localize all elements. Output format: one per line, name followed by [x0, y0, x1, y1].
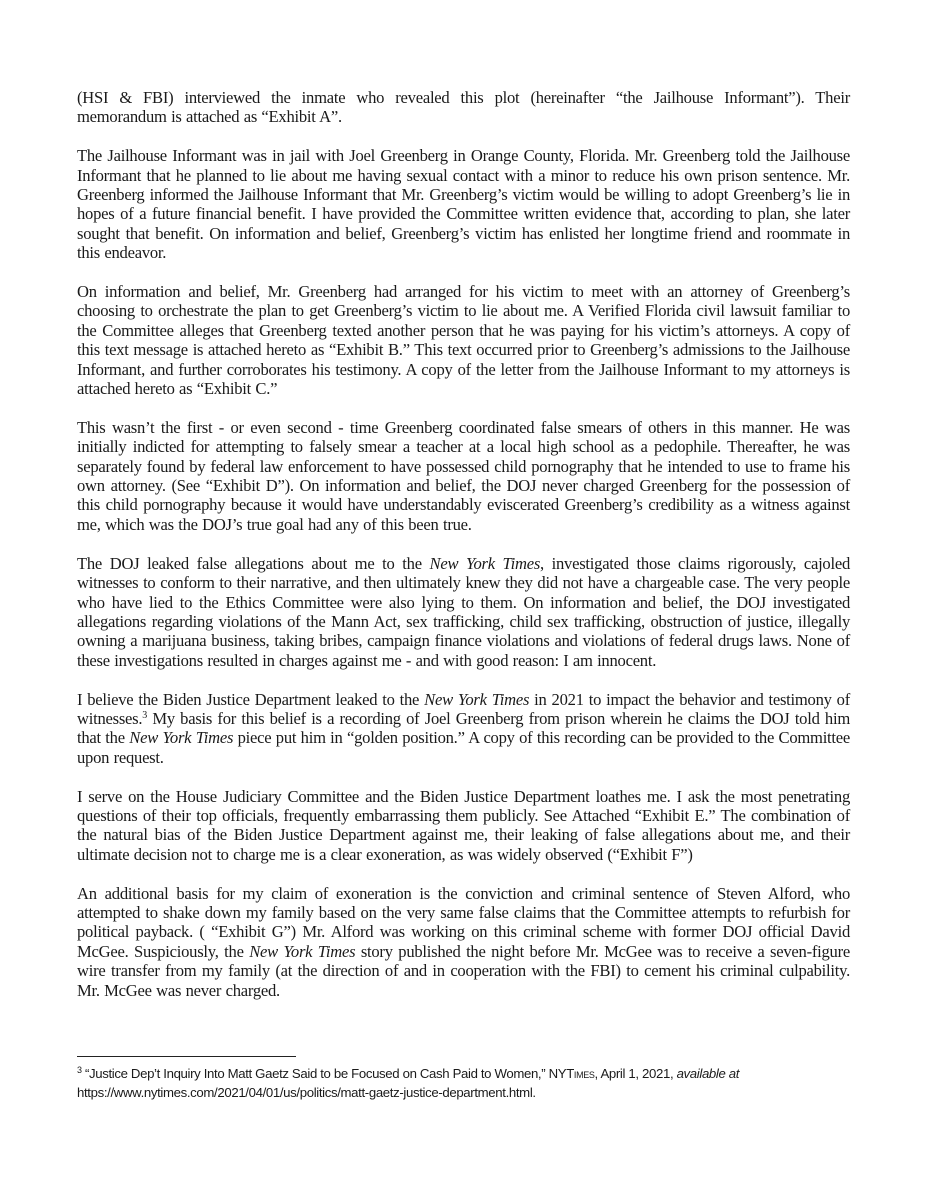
footnote-number: 3 [77, 1065, 82, 1075]
paragraph-text: story published the night before Mr. McGee was to receive a seven-figure wire transfer from my family (at the direction of and in cooperation with the FBI) to cement his criminal culpability. Mr. McGee was never charged. [77, 941, 850, 1000]
paragraph-text: This wasn’t the first - or even second - time Greenberg coordinated false smears of others in this manner. He was initially indicted for attempting to falsely smear a teacher at a local high school as a pedophile. Thereafter, he was separately found by federal law enforcement to have possessed child pornography that he intended to use to frame his own attorney. (See “Exhibit D”). On information and belief, the DOJ never charged Greenberg for the possession of this child pornography because it would have understandably eviscerated Greenberg’s credibility as a witness against me, which was the DOJ’s true goal had any of this been true. [77, 417, 850, 534]
footnote-available-at: available at [676, 1066, 740, 1081]
paragraph-text: in 2021 to impact the behavior and testimony of witnesses. [77, 689, 850, 728]
document-body [77, 88, 850, 1019]
paragraph [77, 554, 850, 670]
paragraph [77, 690, 850, 768]
footnote-date: , April 1, 2021, [594, 1066, 677, 1081]
publication-title: New York Times [129, 728, 234, 748]
footnote-url-link[interactable]: https://www.nytimes.com/2021/04/01/us/politics/matt-gaetz-justice-department.html. [77, 1085, 536, 1100]
paragraph [77, 282, 850, 398]
paragraph-text: On information and belief, Mr. Greenberg had arranged for his victim to meet with an attorney of Greenberg’s choosing to orchestrate the plan to get Greenberg’s victim to lie about me. A Verified Florida civil lawsuit familiar to the Committee alleges that Greenberg texted another person that he was paying for his victim’s attorneys. A copy of this text message is attached hereto as “Exhibit B.” This text occurred prior to Greenberg’s admissions to the Jailhouse Informant, and further corroborates his testimony. A copy of the letter from the Jailhouse Informant to my attorneys is attached hereto as “Exhibit C.” [77, 282, 850, 399]
paragraph-text: The DOJ leaked false allegations about me to the [77, 553, 430, 573]
paragraph-text: The Jailhouse Informant was in jail with Joel Greenberg in Orange County, Florida. Mr. Greenberg told the Jailhouse Informant that he planned to lie about me having sexual contact with a minor to reduce his own prison sentence. Mr. Greenberg informed the Jailhouse Informant that Mr. Greenberg’s victim would be willing to adopt Greenberg’s lie in hopes of a future financial benefit. I have provided the Committee written evidence that, according to plan, she later sought that benefit. On information and belief, Greenberg’s victim has enlisted her longtime friend and roommate in this endeavor. [77, 146, 850, 263]
paragraph [77, 88, 850, 127]
paragraph-text: An additional basis for my claim of exoneration is the conviction and criminal sentence of Steven Alford, who attempted to shake down my family based on the very same false claims that the Committee attempts to refurbish for political payback. ( “Exhibit G”) Mr. Alford was working on this criminal scheme with former DOJ official David McGee. Suspiciously, the [77, 883, 850, 961]
paragraph-text: My basis for this belief is a recording of Joel Greenberg from prison wherein he claims the DOJ told him that the [77, 708, 850, 748]
publication-title: New York Times [249, 941, 356, 961]
footnote-quote: “Justice Dep’t Inquiry Into Matt Gaetz Said to be Focused on Cash Paid to Women,” [81, 1066, 549, 1081]
paragraph-text: piece put him in “golden position.” A copy of this recording can be provided to the Committee upon request. [77, 728, 851, 767]
footnote-reference[interactable]: 3 [142, 709, 148, 721]
paragraph-text: I believe the Biden Justice Department leaked to the [77, 689, 425, 709]
footnote-separator [77, 1056, 296, 1057]
paragraph [77, 787, 850, 865]
paragraph-text: I serve on the House Judiciary Committee and the Biden Justice Department loathes me. I ask the most penetrating questions of their top officials, frequently embarrassing them publicly. See Attached “Exhibit E.” The combination of the natural bias of the Biden Justice Department against me, their leaking of false allegations about me, and their ultimate decision not to charge me is a clear exoneration, as was widely observed (“Exhibit F”) [77, 786, 850, 864]
footnote-source: NYTimes [548, 1066, 595, 1081]
footnote [77, 1064, 867, 1102]
paragraph-text: , investigated those claims rigorously, cajoled witnesses to conform to their narrative, and then ultimately knew they did not have a chargeable case. The very people who have lied to the Ethics Committee were also lying to them. On information and belief, the DOJ investigated allegations regarding violations of the Mann Act, sex trafficking, child sex trafficking, obstruction of justice, illegally owning a marijuana business, taking bribes, campaign finance violations and violations of federal drugs laws. None of these investigations resulted in charges against me - and with good reason: I am innocent. [77, 553, 850, 670]
publication-title: New York Times [429, 553, 541, 573]
paragraph-text: (HSI & FBI) interviewed the inmate who revealed this plot (hereinafter “the Jailhouse Informant”). Their memorandum is attached as “Exhibit A”. [77, 88, 850, 127]
paragraph [77, 884, 850, 1000]
paragraph [77, 146, 850, 262]
publication-title: New York Times [424, 689, 530, 709]
paragraph [77, 418, 850, 534]
